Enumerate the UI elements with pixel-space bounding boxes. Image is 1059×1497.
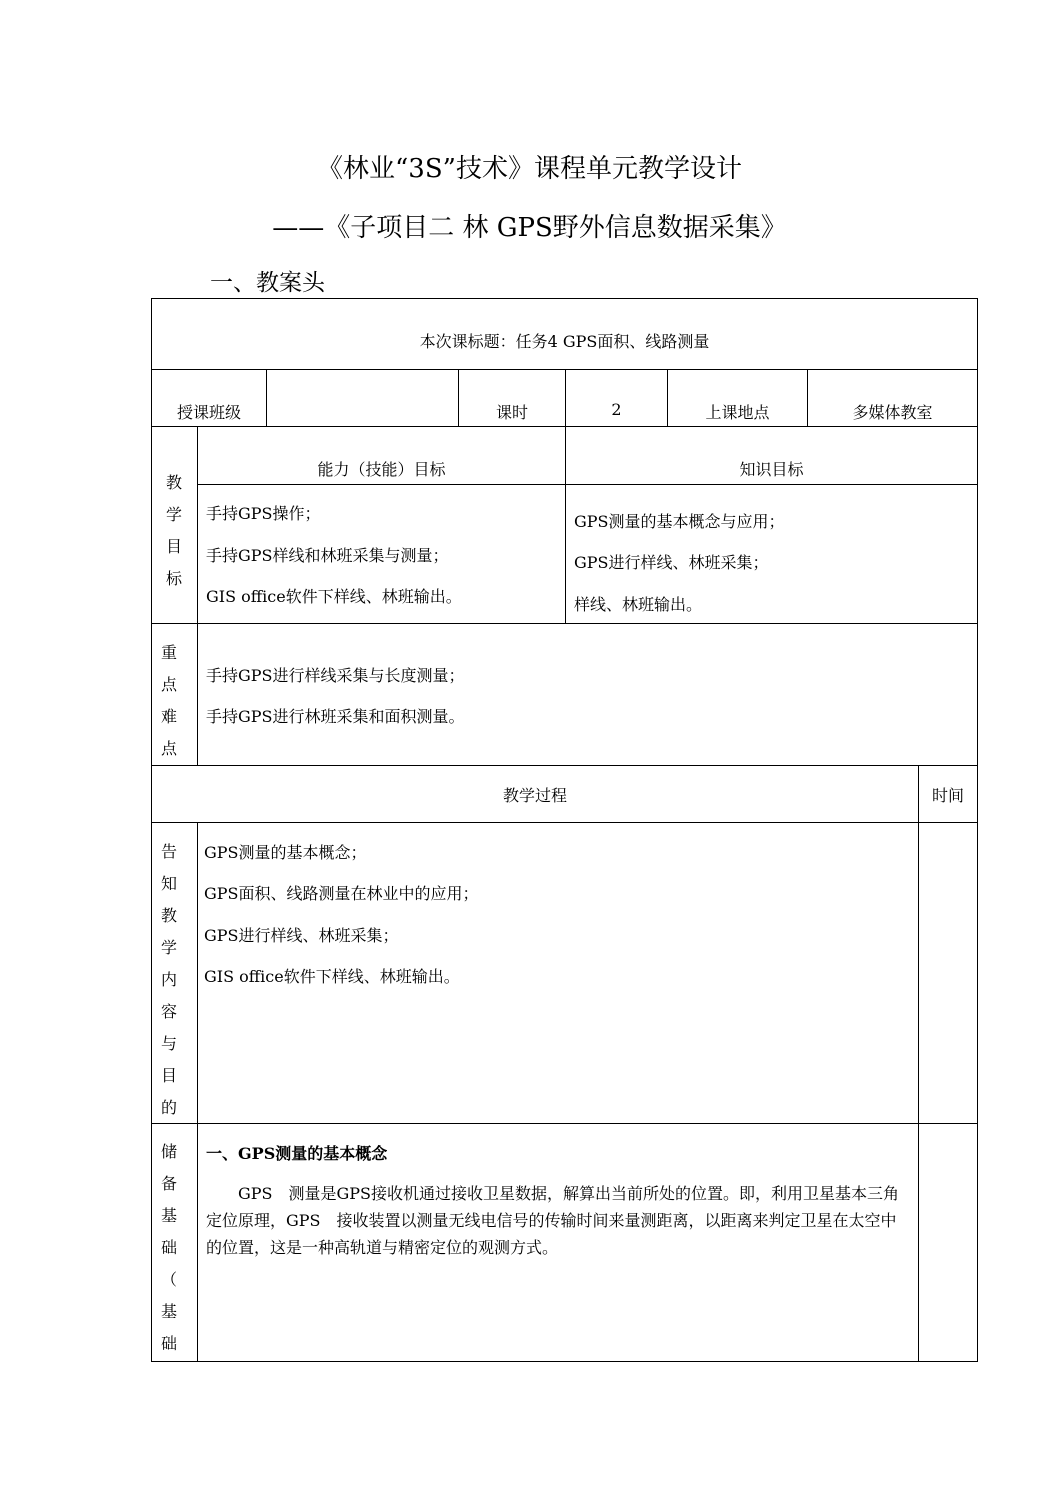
knowledge-header: 知识目标: [739, 460, 804, 479]
row-label-char: 学: [165, 505, 182, 524]
inform-time-cell: [918, 822, 978, 1124]
hours-label: 课时: [495, 403, 528, 422]
knowledge-item: GPS进行样线、林班采集；: [574, 553, 769, 572]
class-label: 授课班级: [176, 403, 241, 422]
process-header: 教学过程: [502, 786, 567, 805]
row-label-char: 基: [160, 1302, 177, 1321]
row-label-char: 容: [160, 1002, 177, 1021]
knowledge-item: 样线、林班输出。: [574, 595, 703, 614]
ability-item: GIS office软件下样线、林班输出。: [206, 587, 462, 606]
row-label-char: 教: [165, 473, 182, 492]
row-label-char: 重: [160, 643, 177, 662]
row-label-char: 内: [160, 970, 177, 989]
key-points-content-cell: [197, 623, 978, 766]
reserve-row-label: [159, 1136, 179, 1360]
row-label-char: 告: [160, 842, 177, 861]
reserve-paragraph: GPS 测量是GPS接收机通过接收卫星数据，解算出当前所处的位置。即，利用卫星基本三角定位原理，GPS 接收装置以测量无线电信号的传输时间来量测距离，以距离来判定卫星在太空中的位置，这是一种高轨道与精密定位的观测方式。: [206, 1184, 900, 1257]
knowledge-item: GPS测量的基本概念与应用；: [574, 512, 785, 531]
row-label-char: 知: [160, 874, 177, 893]
key-point-item: 手持GPS进行林班采集和面积测量。: [206, 707, 465, 726]
location-value: 多媒体教室: [852, 403, 933, 422]
inform-item: GPS测量的基本概念；: [204, 843, 367, 862]
row-label-char: 础: [160, 1334, 177, 1353]
row-label-char: 点: [160, 675, 177, 694]
class-value-cell: [266, 369, 459, 427]
inform-item: GPS面积、线路测量在林业中的应用；: [204, 884, 479, 903]
reserve-heading: 一、GPS测量的基本概念: [206, 1144, 388, 1163]
key-point-item: 手持GPS进行样线采集与长度测量；: [206, 666, 465, 685]
document-title: 《林业“3S”技术》课程单元教学设计: [317, 154, 742, 184]
lesson-title: 本次课标题：任务4 GPS面积、线路测量: [419, 332, 710, 351]
row-label-char: 学: [160, 938, 177, 957]
time-header: 时间: [931, 786, 964, 805]
row-label-char: 基: [160, 1206, 177, 1225]
row-label-char: 的: [160, 1098, 177, 1117]
row-label-char: 础: [160, 1238, 177, 1257]
inform-row-label: [159, 836, 179, 1124]
row-label-char: 与: [160, 1034, 177, 1053]
location-label: 上课地点: [705, 403, 770, 422]
row-label-char: 目: [165, 537, 182, 556]
document-subtitle: ——《子项目二 林 GPS野外信息数据采集》: [272, 213, 787, 243]
row-label-char: 难: [160, 707, 177, 726]
ability-header: 能力（技能）目标: [317, 460, 446, 479]
inform-item: GIS office软件下样线、林班输出。: [204, 967, 460, 986]
row-label-char: 标: [165, 569, 182, 588]
section-heading: 一、教案头: [210, 270, 325, 296]
row-label-char: 目: [160, 1066, 177, 1085]
row-label-char: 储: [160, 1142, 177, 1161]
row-label-char: 点: [160, 739, 177, 758]
row-label-char: 备: [160, 1174, 177, 1193]
ability-item: 手持GPS操作；: [206, 504, 321, 523]
ability-item: 手持GPS样线和林班采集与测量；: [206, 546, 449, 565]
key-points-row-label: [159, 637, 179, 765]
inform-item: GPS进行样线、林班采集；: [204, 926, 399, 945]
reserve-time-cell: [918, 1123, 978, 1362]
objectives-row-label: [164, 467, 184, 595]
hours-value: 2: [611, 400, 622, 419]
row-label-char: 教: [160, 906, 177, 925]
row-label-char: （: [160, 1270, 177, 1289]
